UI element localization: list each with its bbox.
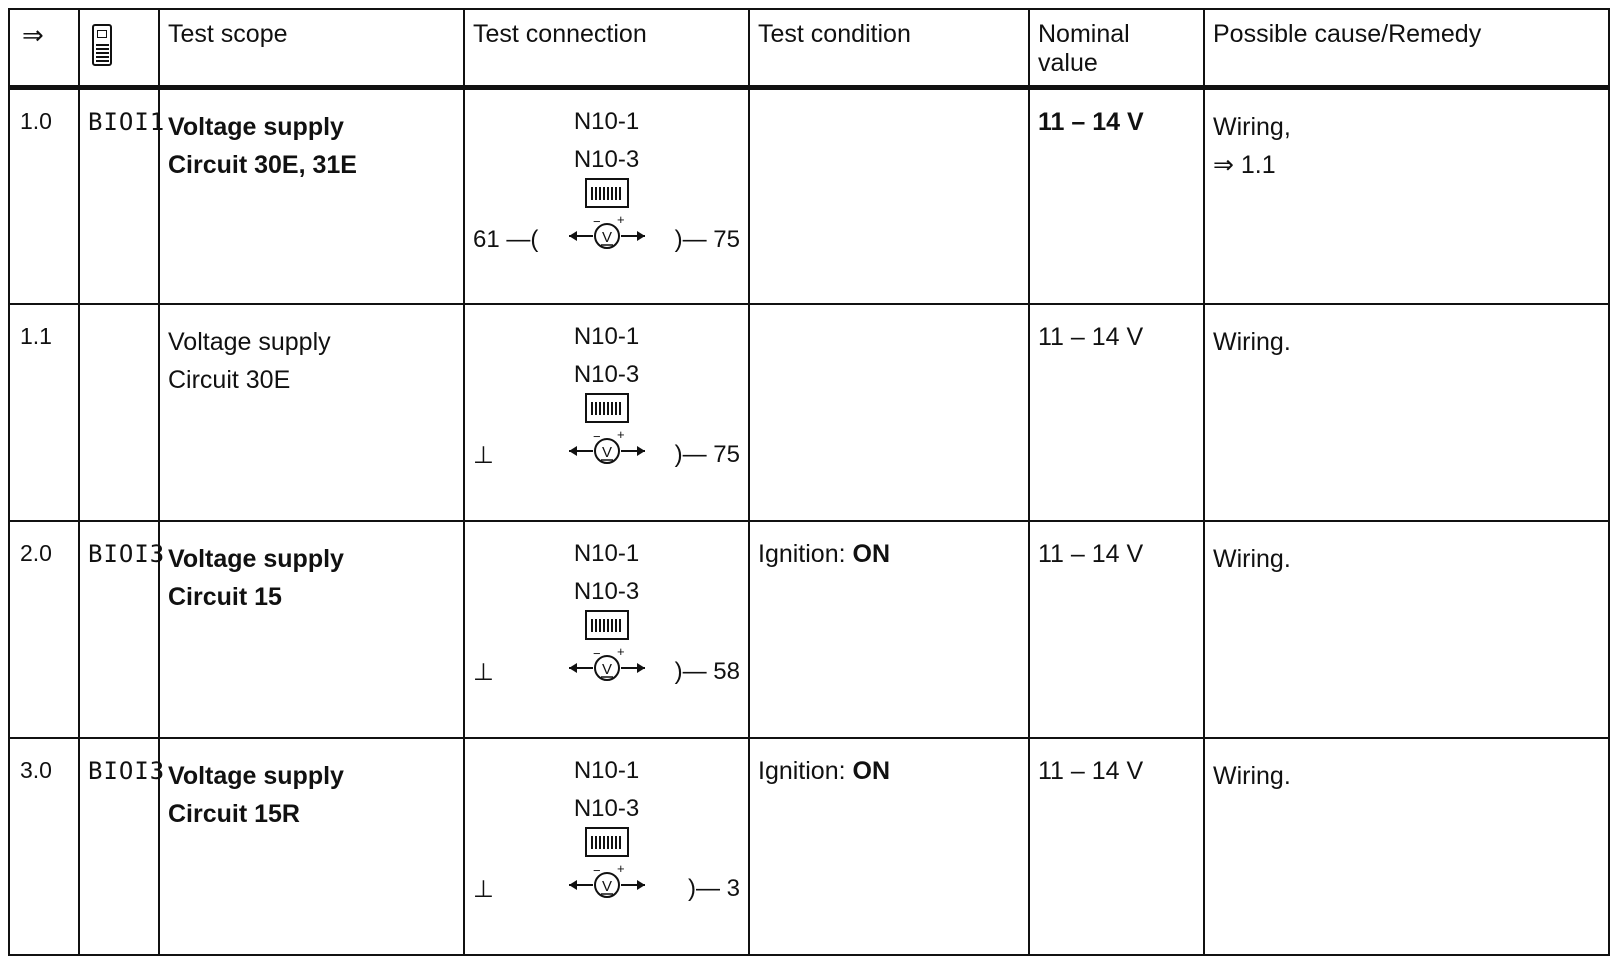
right-pin: )— 75 xyxy=(674,441,740,468)
right-pin: )— 75 xyxy=(674,225,740,253)
table-row xyxy=(9,304,1609,521)
arrow-icon: ⇒ xyxy=(22,20,44,50)
table-row xyxy=(9,521,1609,738)
connector-1: N10-1 xyxy=(573,540,640,567)
nominal-value: 11 – 14 V xyxy=(1038,107,1144,136)
test-connection xyxy=(473,540,740,730)
table-header-row xyxy=(9,9,1609,87)
right-pin: )— 3 xyxy=(687,875,740,902)
connector-1: N10-1 xyxy=(573,757,640,784)
condition-label: Ignition: xyxy=(758,540,846,568)
nominal-value: 11 – 14 V xyxy=(1038,323,1144,351)
scope-subtitle: Circuit 15 xyxy=(168,583,282,611)
scope-title: Voltage supply xyxy=(168,545,344,573)
control-module-icon xyxy=(585,827,629,857)
scope-title: Voltage supply xyxy=(168,112,344,141)
ground-icon: ⊥ xyxy=(473,442,494,469)
condition-label: Ignition: xyxy=(758,757,846,785)
header-test-scope: Test scope xyxy=(159,9,464,87)
connector-2: N10-3 xyxy=(573,361,640,388)
remedy-line-1: Wiring. xyxy=(1213,328,1291,356)
test-connection xyxy=(473,757,740,947)
header-test-condition: Test condition xyxy=(749,9,1029,87)
svg-text:+: + xyxy=(616,863,625,876)
control-module-icon xyxy=(585,610,629,640)
fault-code: BIOI3 xyxy=(88,757,166,785)
header-nominal-value: Nominal value xyxy=(1029,9,1204,87)
header-possible-cause: Possible cause/Remedy xyxy=(1204,9,1609,87)
svg-text:+: + xyxy=(616,429,625,442)
diagnosis-sheet xyxy=(8,8,1608,956)
step-number: 3.0 xyxy=(20,757,52,783)
voltmeter-icon xyxy=(567,214,647,258)
test-connection xyxy=(473,108,740,298)
control-module-icon xyxy=(585,393,629,423)
ground-icon: ⊥ xyxy=(473,659,494,686)
connector-2: N10-3 xyxy=(573,145,640,173)
connector-1: N10-1 xyxy=(573,323,640,350)
svg-text:V: V xyxy=(601,444,612,461)
header-arrow xyxy=(9,9,79,87)
nominal-value: 11 – 14 V xyxy=(1038,757,1144,785)
scope-subtitle: Circuit 30E, 31E xyxy=(168,150,357,179)
svg-text:V: V xyxy=(601,228,612,246)
remedy-line-2: ⇒ 1.1 xyxy=(1213,150,1276,179)
svg-text:+: + xyxy=(616,213,625,227)
control-module-icon xyxy=(585,178,629,208)
fault-code: BIOI3 xyxy=(88,540,166,568)
svg-text:+: + xyxy=(616,646,625,659)
connector-2: N10-3 xyxy=(573,795,640,822)
condition-value: ON xyxy=(852,540,891,568)
svg-text:V: V xyxy=(601,878,612,895)
right-pin: )— 58 xyxy=(674,658,740,685)
connector-2: N10-3 xyxy=(573,578,640,605)
left-pin: 61 —( xyxy=(473,225,539,253)
ground-icon: ⊥ xyxy=(473,876,494,903)
diagnosis-table xyxy=(8,8,1610,956)
header-test-connection: Test connection xyxy=(464,9,749,87)
scope-title: Voltage supply xyxy=(168,762,344,790)
fault-code: BIOI1 xyxy=(88,107,166,136)
svg-text:V: V xyxy=(601,661,612,678)
remedy-line-1: Wiring, xyxy=(1213,112,1291,141)
step-number: 1.0 xyxy=(20,107,52,134)
voltmeter-icon xyxy=(567,863,647,907)
remedy-line-1: Wiring. xyxy=(1213,545,1291,573)
svg-text:−: − xyxy=(592,213,601,229)
scope-title: Voltage supply xyxy=(168,328,331,356)
step-number: 1.1 xyxy=(20,323,52,349)
test-connection xyxy=(473,323,740,513)
table-row xyxy=(9,738,1609,955)
svg-text:−: − xyxy=(592,429,601,444)
remedy-line-1: Wiring. xyxy=(1213,762,1291,790)
scan-tool-icon xyxy=(92,24,112,66)
svg-text:−: − xyxy=(592,646,601,661)
nominal-value: 11 – 14 V xyxy=(1038,540,1144,568)
scope-subtitle: Circuit 15R xyxy=(168,800,300,828)
header-tool xyxy=(79,9,159,87)
condition-value: ON xyxy=(852,757,891,785)
voltmeter-icon xyxy=(567,646,647,690)
svg-text:−: − xyxy=(592,863,601,878)
test-condition xyxy=(758,540,1020,569)
voltmeter-icon xyxy=(567,429,647,473)
step-number: 2.0 xyxy=(20,540,52,566)
test-condition xyxy=(758,757,1020,786)
table-row xyxy=(9,87,1609,304)
connector-1: N10-1 xyxy=(573,107,640,135)
scope-subtitle: Circuit 30E xyxy=(168,366,291,394)
